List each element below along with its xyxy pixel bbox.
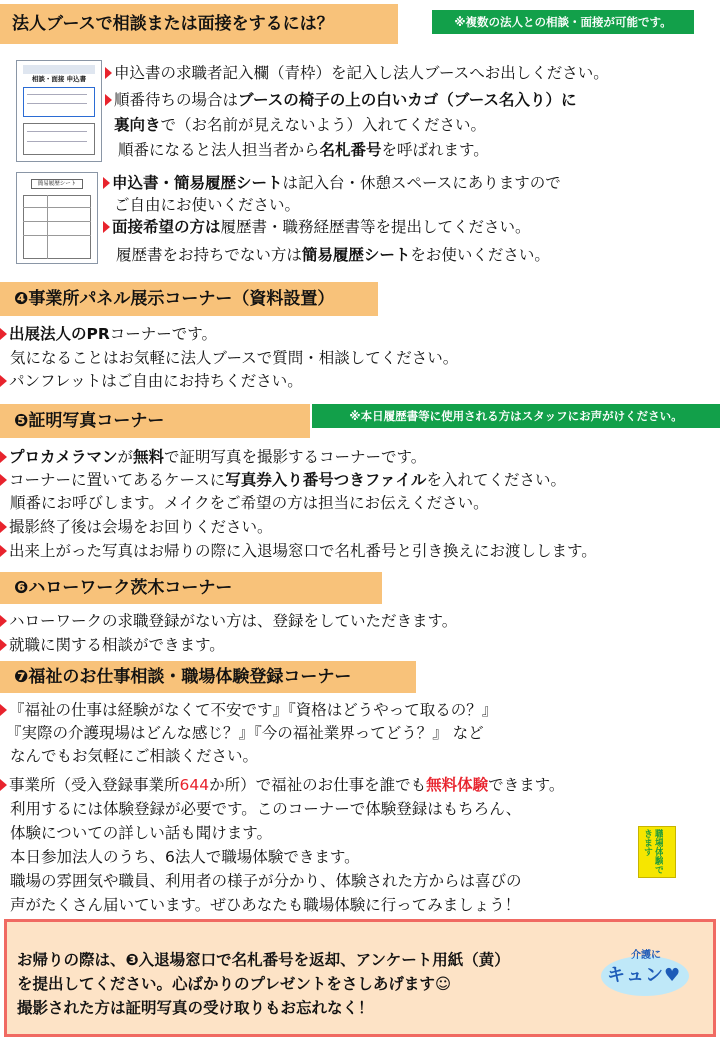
resume-sheet-thumbnail xyxy=(16,172,98,264)
bullet-arrow-icon xyxy=(103,177,110,189)
bullet-arrow-icon xyxy=(0,639,7,651)
panel-line-2: 気になることはお気軽に法人ブースで質問・相談してください。 xyxy=(10,349,459,367)
welfare-line-5: 利用するには体験登録が必要です。このコーナーで体験登録はもちろん、 xyxy=(10,800,522,818)
welfare-line-9: 声がたくさん届いています。ぜひあなたも職場体験に行ってみましょう！ xyxy=(10,896,521,914)
booth-line-5: 申込書・簡易履歴シートは記入台・休憩スペースにありますので xyxy=(103,172,561,195)
footer-line-3: 撮影された方は証明写真の受け取りもお忘れなく！ xyxy=(17,999,374,1017)
bullet-arrow-icon xyxy=(0,615,7,627)
section-number-7-icon: ❼ xyxy=(14,666,29,687)
bullet-arrow-icon xyxy=(105,94,112,106)
bullet-arrow-icon xyxy=(0,451,7,463)
hellowork-line-1: ハローワークの求職登録がない方は、登録をしていただきます。 xyxy=(0,610,457,633)
section-title-hellowork: ❻ ハローワーク茨木コーナー xyxy=(0,572,382,604)
section-title-booth xyxy=(0,4,398,44)
photo-line-1: プロカメラマンが無料で証明写真を撮影するコーナーです。 xyxy=(0,446,426,469)
bullet-arrow-icon xyxy=(0,375,7,387)
booth-line-1: 申込書の求職者記入欄（青枠）を記入し法人ブースへお出しください。 xyxy=(105,62,609,85)
application-form-thumbnail-title: 相談・面接 申込書 xyxy=(31,75,87,83)
bullet-arrow-icon xyxy=(103,221,110,233)
booth-note-text: ※複数の法人との相談・面接が可能です。 xyxy=(454,14,672,29)
welfare-line-8: 職場の雰囲気や職員、利用者の様子が分かり、体験された方からは喜びの xyxy=(10,872,522,890)
photo-line-3: 順番にお呼びします。メイクをご希望の方は担当にお伝えください。 xyxy=(10,494,489,512)
welfare-line-4: 事業所（受入登録事業所644か所）で福祉のお仕事を誰でも無料体験できます。 xyxy=(0,774,564,797)
registered-offices-count: 644 xyxy=(179,776,210,794)
photo-line-4: 撮影終了後は会場をお回りください。 xyxy=(0,516,273,539)
resume-sheet-thumbnail-title: 簡易履歴シート xyxy=(31,179,83,189)
welfare-line-1: 『福祉の仕事は経験がなくて不安です』『資格はどうやって取るの？』 xyxy=(0,699,497,722)
section-number-6-icon: ❻ xyxy=(14,577,29,598)
bullet-arrow-icon xyxy=(0,328,7,340)
section-number-5-icon: ❺ xyxy=(14,410,29,431)
section-title-id-photo: ❺ 証明写真コーナー xyxy=(0,404,310,438)
section-number-3-icon: ❸ xyxy=(125,951,139,969)
booth-line-7: 面接希望の方は履歴書・職務経歴書等を提出してください。 xyxy=(103,216,531,239)
booth-line-3: 裏向きで（お名前が見えないよう）入れてください。 xyxy=(114,116,487,134)
bullet-arrow-icon xyxy=(0,474,7,486)
footer-line-2: を提出してください。心ばかりのプレゼントをさしあげます☺ xyxy=(17,975,452,993)
booth-line-8: 履歴書をお持ちでない方は簡易履歴シートをお使いください。 xyxy=(116,246,550,264)
bullet-arrow-icon xyxy=(0,545,7,557)
bullet-arrow-icon xyxy=(0,704,7,716)
application-form-thumbnail xyxy=(16,60,102,162)
id-photo-note-badge xyxy=(312,404,720,428)
panel-line-1: 出展法人のPRコーナーです。 xyxy=(0,323,217,346)
welfare-line-3: なんでもお気軽にご相談ください。 xyxy=(10,747,259,765)
section-title-panel-display: ❹ 事業所パネル展示コーナー（資料設置） xyxy=(0,282,378,316)
photo-line-2: コーナーに置いてあるケースに写真券入り番号つきファイルを入れてください。 xyxy=(0,469,566,492)
footer-line-1: お帰りの際は、❸入退場窓口で名札番号を返却、アンケート用紙（黄） xyxy=(17,951,510,969)
workplace-experience-badge xyxy=(638,826,676,878)
booth-line-4: 順番になると法人担当者から名札番号を呼ばれます。 xyxy=(118,141,489,159)
footer-notice-box xyxy=(4,919,716,1037)
welfare-line-2: 『実際の介護現場はどんな感じ？』『今の福祉業界ってどう？』 など xyxy=(6,724,484,742)
kaigo-kyun-logo: 介護に キュン♥ xyxy=(597,942,693,998)
booth-line-6: ご自由にお使いください。 xyxy=(114,196,301,214)
booth-note-badge xyxy=(432,10,694,34)
section-title-booth-text: 法人ブースで相談または面接をするには？ xyxy=(12,13,334,34)
id-photo-note-text: ※本日履歴書等に使用される方はスタッフにお声がけください。 xyxy=(349,408,683,423)
hellowork-line-2: 就職に関する相談ができます。 xyxy=(0,634,225,657)
photo-line-5: 出来上がった写真はお帰りの際に入退場窓口で名札番号と引き換えにお渡しします。 xyxy=(0,540,597,563)
workplace-experience-badge-text: 職場体験できます xyxy=(642,829,663,874)
welfare-line-6: 体験についての詳しい話も聞けます。 xyxy=(10,824,272,842)
section-number-4-icon: ❹ xyxy=(14,288,29,309)
bullet-arrow-icon xyxy=(105,67,112,79)
panel-line-3: パンフレットはご自由にお持ちください。 xyxy=(0,370,303,393)
section-title-welfare: ❼ 福祉のお仕事相談・職場体験登録コーナー xyxy=(0,661,416,693)
bullet-arrow-icon xyxy=(0,521,7,533)
welfare-line-7: 本日参加法人のうち、6法人で職場体験できます。 xyxy=(10,848,360,866)
booth-line-2: 順番待ちの場合はブースの椅子の上の白いカゴ（ブース名入り）に xyxy=(105,89,577,112)
bullet-arrow-icon xyxy=(0,779,7,791)
